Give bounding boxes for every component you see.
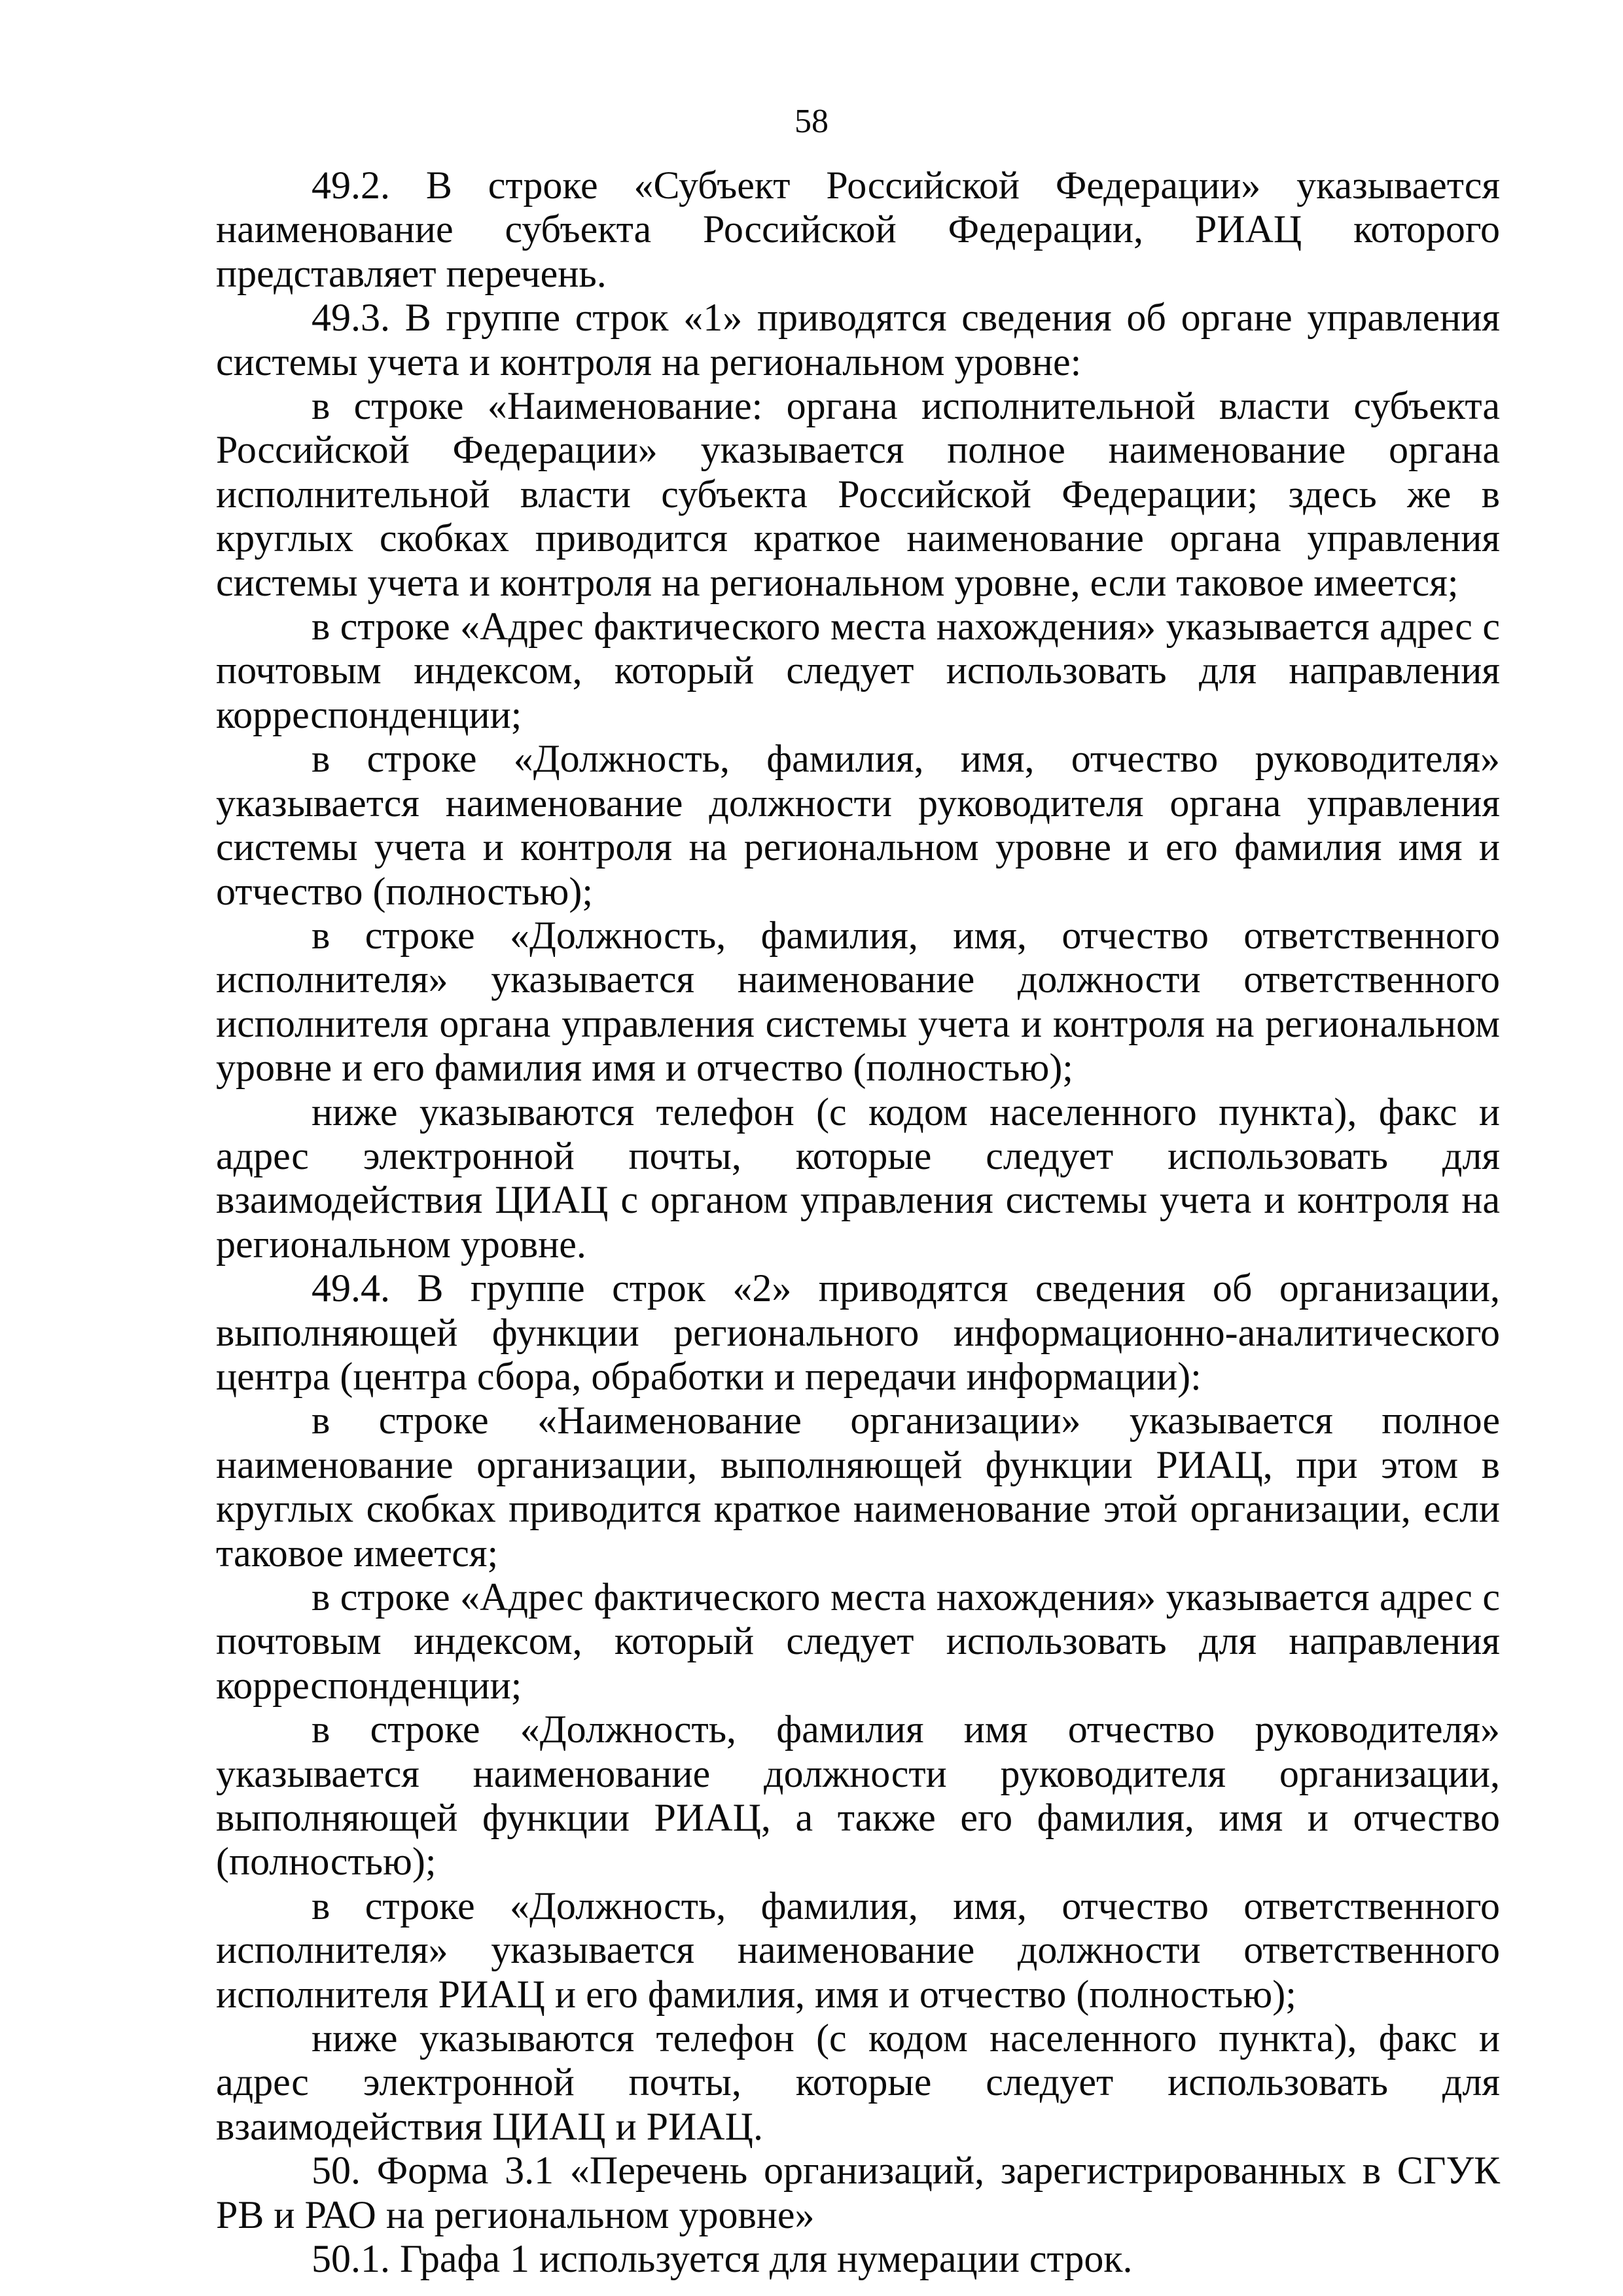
paragraph-executive-body-name: в строке «Наименование: органа исполнительной власти субъекта Российской Федерации» указывается полное наименование органа исполнительной власти субъекта Российской Федерации; здесь же в круглых скобках приводится краткое наименование органа управления системы учета и контроля на региональном уровне, если таковое имеется; [216,384,1500,604]
paragraph-riac-responsible-executor: в строке «Должность, фамилия, имя, отчество ответственного исполнителя» указывается наименование должности ответственного исполнителя РИАЦ и его фамилия, имя и отчество (полностью); [216,1884,1500,2016]
paragraph-head-position: в строке «Должность, фамилия, имя, отчество руководителя» указывается наименование должности руководителя органа управления системы учета и контроля на региональном уровне и его фамилия имя и отчество (полностью); [216,737,1500,913]
paragraph-50: 50. Форма 3.1 «Перечень организаций, зарегистрированных в СГУК РВ и РАО на региональном уровне» [216,2149,1500,2236]
paragraph-responsible-executor: в строке «Должность, фамилия, имя, отчество ответственного исполнителя» указывается наименование должности ответственного исполнителя органа управления системы учета и контроля на региональном уровне и его фамилия имя и отчество (полностью); [216,913,1500,1090]
paragraph-49-4: 49.4. В группе строк «2» приводятся сведения об организации, выполняющей функции регионального информационно-аналитического центра (центра сбора, обработки и передачи информации): [216,1266,1500,1398]
paragraph-organization-address: в строке «Адрес фактического места нахождения» указывается адрес с почтовым индексом, который следует использовать для направления корреспонденции; [216,1575,1500,1707]
paragraph-contact-details: ниже указываются телефон (с кодом населенного пункта), факс и адрес электронной почты, которые следует использовать для взаимодействия ЦИАЦ с органом управления системы учета и контроля на региональном уровне. [216,1090,1500,1266]
paragraph-50-1: 50.1. Графа 1 используется для нумерации строк. [312,2237,1133,2281]
paragraph-riac-contact-details: ниже указываются телефон (с кодом населенного пункта), факс и адрес электронной почты, которые следует использовать для взаимодействия ЦИАЦ и РИАЦ. [216,2017,1500,2148]
paragraph-organization-name: в строке «Наименование организации» указывается полное наименование организации, выполняющей функции РИАЦ, при этом в круглых скобках приводится краткое наименование этой организации, если таковое имеется; [216,1399,1500,1575]
paragraph-49-2: 49.2. В строке «Субъект Российской Федерации» указывается наименование субъекта Российской Федерации, РИАЦ которого представляет перечень. [216,164,1500,295]
paragraph-organization-head: в строке «Должность, фамилия имя отчество руководителя» указывается наименование должности руководителя организации, выполняющей функции РИАЦ, а также его фамилия, имя и отчество (полностью); [216,1708,1500,1884]
paragraph-49-3: 49.3. В группе строк «1» приводятся сведения об органе управления системы учета и контроля на региональном уровне: [216,296,1500,384]
document-body [216,164,1500,2282]
page-number: 58 [794,103,829,140]
paragraph-actual-address: в строке «Адрес фактического места нахождения» указывается адрес с почтовым индексом, который следует использовать для направления корреспонденции; [216,605,1500,736]
